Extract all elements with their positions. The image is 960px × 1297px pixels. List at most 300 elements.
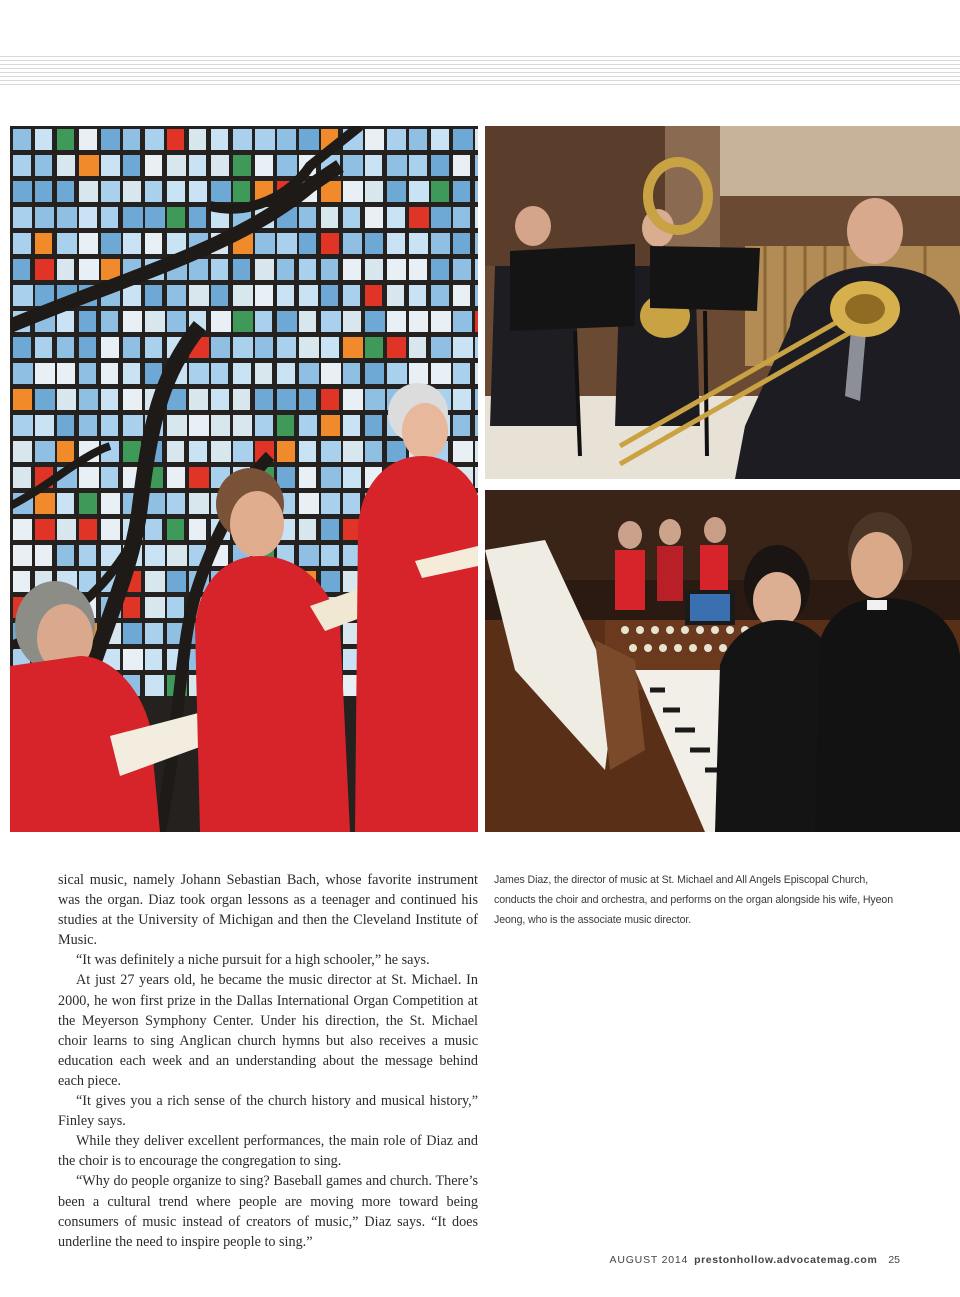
stained-glass-pane [57, 363, 75, 384]
stained-glass-pane [475, 415, 478, 436]
website-link[interactable]: prestonhollow.advocatemag.com [694, 1254, 878, 1266]
stained-glass-pane [13, 155, 31, 176]
stained-glass-pane [79, 545, 96, 566]
stained-glass-pane [387, 311, 406, 332]
stained-glass-pane [453, 389, 471, 410]
stained-glass-pane [79, 259, 99, 280]
stained-glass-pane [145, 675, 164, 696]
stained-glass-pane [365, 181, 383, 202]
stained-glass-pane [233, 311, 253, 332]
stained-glass-pane [387, 441, 406, 462]
stained-glass-pane [167, 181, 185, 202]
stained-glass-pane [79, 233, 98, 254]
stained-glass-pane [343, 363, 360, 384]
stained-glass-pane [123, 441, 141, 462]
stained-glass-pane [35, 493, 55, 514]
stained-glass-pane [57, 441, 74, 462]
stained-glass-pane [145, 337, 162, 358]
stained-glass-pane [475, 311, 478, 332]
stained-glass-pane [123, 207, 143, 228]
stained-glass-pane [321, 389, 339, 410]
stained-glass-pane [409, 259, 427, 280]
stained-glass-pane [299, 467, 316, 488]
stained-glass-pane [167, 415, 187, 436]
stained-glass-pane [475, 259, 478, 280]
stained-glass-pane [299, 493, 319, 514]
stained-glass-pane [387, 363, 407, 384]
stained-glass-pane [211, 129, 228, 150]
stained-glass-pane [35, 155, 52, 176]
stained-glass-pane [387, 207, 405, 228]
stained-glass-pane [409, 363, 428, 384]
stained-glass-pane [57, 181, 74, 202]
stained-glass-pane [409, 285, 426, 306]
stained-glass-pane [101, 467, 118, 488]
stained-glass-pane [431, 311, 451, 332]
stained-glass-pane [211, 337, 230, 358]
stained-glass-pane [123, 181, 141, 202]
stained-glass-pane [167, 285, 186, 306]
stained-glass-pane [13, 363, 33, 384]
stained-glass-pane [167, 519, 184, 540]
stained-glass-pane [35, 545, 52, 566]
stained-glass-pane [233, 129, 252, 150]
stained-glass-pane [189, 441, 207, 462]
stained-glass-pane [321, 311, 341, 332]
stained-glass-pane [343, 207, 360, 228]
stained-glass-pane [475, 155, 478, 176]
stained-glass-pane [343, 493, 360, 514]
page-folio [610, 1254, 900, 1266]
stained-glass-pane [475, 441, 478, 462]
stained-glass-pane [233, 181, 250, 202]
stained-glass-pane [57, 155, 75, 176]
stained-glass-pane [431, 181, 449, 202]
stained-glass-pane [453, 129, 473, 150]
stained-glass-pane [167, 493, 185, 514]
stained-glass-pane [79, 519, 97, 540]
stained-glass-pane [167, 129, 184, 150]
stained-glass-pane [35, 415, 54, 436]
stained-glass-pane [277, 233, 297, 254]
stained-glass-pane [321, 571, 340, 592]
stained-glass-pane [101, 233, 121, 254]
stained-glass-pane [123, 597, 140, 618]
stained-glass-pane [123, 155, 140, 176]
stained-glass-pane [13, 545, 32, 566]
stained-glass-pane [431, 155, 449, 176]
stained-glass-pane [475, 129, 478, 150]
stained-glass-pane [365, 363, 384, 384]
stained-glass-pane [57, 389, 76, 410]
stained-glass-pane [145, 571, 165, 592]
stained-glass-pane [453, 285, 470, 306]
stained-glass-pane [321, 233, 339, 254]
stained-glass-pane [365, 311, 385, 332]
stained-glass-pane [211, 441, 231, 462]
stained-glass-pane [343, 285, 360, 306]
stained-glass-pane [409, 155, 427, 176]
stained-glass-pane [189, 415, 209, 436]
stained-glass-pane [387, 155, 407, 176]
stained-glass-pane [211, 155, 229, 176]
stained-glass-pane [321, 259, 338, 280]
stained-glass-pane [189, 207, 206, 228]
stained-glass-pane [57, 129, 74, 150]
stained-glass-pane [101, 181, 120, 202]
stained-glass-pane [123, 415, 143, 436]
stained-glass-pane [365, 337, 383, 358]
stained-glass-pane [189, 285, 209, 306]
stained-glass-pane [35, 207, 54, 228]
stained-glass-pane [475, 363, 478, 384]
stained-glass-pane [365, 415, 382, 436]
stained-glass-pane [321, 207, 338, 228]
stained-glass-pane [35, 441, 55, 462]
stained-glass-pane [343, 467, 361, 488]
stained-glass-pane [145, 649, 162, 670]
stained-glass-pane [35, 519, 55, 540]
article-body [58, 870, 478, 1252]
stained-glass-pane [387, 181, 406, 202]
article-paragraph: “It gives you a rich sense of the church history and musical history,” Finley says. [58, 1093, 478, 1130]
stained-glass-pane [79, 155, 99, 176]
stained-glass-pane [189, 129, 206, 150]
stained-glass-pane [255, 311, 272, 332]
stained-glass-pane [475, 389, 478, 410]
stained-glass-pane [299, 129, 319, 150]
stained-glass-pane [145, 311, 165, 332]
stained-glass-pane [101, 519, 120, 540]
stained-glass-pane [123, 233, 141, 254]
stained-glass-pane [123, 129, 140, 150]
stained-glass-pane [79, 415, 97, 436]
stained-glass-pane [365, 285, 382, 306]
stained-glass-pane [431, 363, 451, 384]
stained-glass-pane [453, 363, 470, 384]
stained-glass-pane [255, 233, 275, 254]
stained-glass-pane [189, 259, 208, 280]
stained-glass-pane [145, 545, 165, 566]
stained-glass-pane [79, 129, 97, 150]
stained-glass-pane [277, 129, 296, 150]
stained-glass-pane [167, 597, 184, 618]
stained-glass-pane [211, 285, 228, 306]
stained-glass-pane [123, 389, 142, 410]
stained-glass-pane [255, 259, 274, 280]
article-paragraph: While they deliver excellent performances, the main role of Diaz and the choir is to encourage the congregation to sing. [58, 1133, 478, 1170]
stained-glass-pane [299, 363, 319, 384]
stained-glass-pane [233, 337, 253, 358]
stained-glass-pane [13, 441, 32, 462]
stained-glass-pane [35, 233, 52, 254]
stained-glass-pane [475, 207, 478, 228]
stained-glass-pane [35, 337, 52, 358]
stained-glass-pane [387, 337, 406, 358]
article-paragraph: At just 27 years old, he became the music director at St. Michael. In 2000, he won first prize in the Dallas International Organ Competition at the Meyerson Symphony Center. Under his direction, the St. Michael choir learns to sing Anglican church hymns but also receives a music education each week and an understanding about the message behind each piece. [58, 972, 478, 1089]
stained-glass-pane [211, 415, 230, 436]
stained-glass-pane [57, 415, 74, 436]
stained-glass-pane [343, 181, 363, 202]
stained-glass-pane [13, 389, 32, 410]
stained-glass-pane [123, 363, 140, 384]
photo-brass-players [485, 126, 960, 479]
stained-glass-pane [13, 285, 33, 306]
stained-glass-pane [189, 389, 208, 410]
stained-glass-pane [57, 545, 74, 566]
stained-glass-pane [79, 363, 96, 384]
stained-glass-pane [13, 337, 31, 358]
stained-glass-pane [431, 207, 451, 228]
stained-glass-pane [145, 597, 165, 618]
header-rules [0, 56, 960, 86]
stained-glass-pane [343, 415, 360, 436]
photo-caption: James Diaz, the director of music at St. Michael and All Angels Episcopal Church, conducts the choir and orchestra, and performs on the organ alongside his wife, Hyeon Jeong, who is the associate music director. [494, 874, 894, 927]
stained-glass-pane [35, 363, 55, 384]
stained-glass-pane [13, 129, 31, 150]
stained-glass-pane [13, 233, 31, 254]
stained-glass-pane [13, 181, 32, 202]
stained-glass-pane [475, 285, 478, 306]
stained-glass-pane [101, 493, 120, 514]
stained-glass-pane [123, 311, 142, 332]
stained-glass-pane [255, 129, 275, 150]
stained-glass-pane [277, 285, 294, 306]
stained-glass-pane [453, 311, 472, 332]
stained-glass-pane [409, 233, 428, 254]
stained-glass-pane [299, 389, 316, 410]
stained-glass-pane [57, 337, 74, 358]
stained-glass-pane [233, 389, 250, 410]
stained-glass-pane [35, 259, 54, 280]
stained-glass-pane [13, 207, 32, 228]
stained-glass-pane [343, 155, 363, 176]
stained-glass-pane [299, 337, 319, 358]
stained-glass-pane [167, 467, 185, 488]
stained-glass-pane [475, 233, 478, 254]
stained-glass-pane [387, 285, 404, 306]
stained-glass-pane [277, 155, 297, 176]
stained-glass-pane [365, 389, 385, 410]
stained-glass-pane [321, 441, 341, 462]
article-paragraph: “Why do people organize to sing? Baseball games and church. There’s been a cultural trend where people are moving more toward being consumers of music instead of creators of music,” Diaz says. “It does underline the need to inspire people to sing.” [58, 1173, 478, 1250]
stained-glass-pane [211, 389, 229, 410]
stained-glass-pane [321, 337, 339, 358]
stained-glass-pane [57, 493, 74, 514]
stained-glass-pane [167, 207, 185, 228]
stained-glass-pane [321, 363, 341, 384]
stained-glass-pane [321, 285, 338, 306]
stained-glass-pane [453, 155, 470, 176]
stained-glass-pane [189, 181, 207, 202]
stained-glass-pane [255, 337, 273, 358]
stained-glass-pane [453, 207, 470, 228]
stained-glass-pane [431, 259, 449, 280]
stained-glass-pane [277, 389, 296, 410]
stained-glass-pane [57, 311, 74, 332]
stained-glass-pane [299, 415, 317, 436]
stained-glass-pane [123, 623, 142, 644]
stained-glass-pane [277, 415, 294, 436]
stained-glass-pane [299, 519, 316, 540]
page-number: 25 [888, 1254, 900, 1266]
stained-glass-pane [343, 441, 363, 462]
stained-glass-pane [409, 181, 429, 202]
stained-glass-pane [321, 493, 340, 514]
stained-glass-pane [387, 259, 406, 280]
stained-glass-pane [299, 285, 318, 306]
stained-glass-pane [189, 493, 209, 514]
stained-glass-pane [189, 519, 206, 540]
stained-glass-pane [475, 181, 478, 202]
stained-glass-pane [145, 623, 163, 644]
stained-glass-pane [211, 259, 228, 280]
stained-glass-pane [145, 233, 162, 254]
stained-glass-pane [277, 259, 294, 280]
stained-glass-pane [343, 259, 361, 280]
stained-glass-pane [233, 441, 253, 462]
stained-glass-pane [365, 233, 383, 254]
stained-glass-pane [365, 207, 383, 228]
stained-glass-pane [409, 129, 427, 150]
stained-glass-pane [57, 233, 77, 254]
stained-glass-pane [255, 415, 273, 436]
stained-glass-pane [13, 519, 32, 540]
stained-glass-pane [79, 207, 97, 228]
stained-glass-pane [387, 233, 405, 254]
stained-glass-pane [189, 155, 206, 176]
stained-glass-pane [57, 259, 74, 280]
stained-glass-pane [343, 389, 363, 410]
stained-glass-pane [299, 233, 316, 254]
stained-glass-pane [233, 415, 252, 436]
stained-glass-pane [431, 337, 451, 358]
stained-glass-pane [57, 519, 76, 540]
stained-glass-pane [299, 545, 319, 566]
stained-glass-pane [79, 389, 98, 410]
stained-glass-pane [343, 311, 361, 332]
stained-glass-pane [255, 363, 272, 384]
stained-glass-pane [101, 415, 118, 436]
stained-glass-pane [255, 155, 273, 176]
stained-glass-pane [211, 181, 231, 202]
stained-glass-pane [101, 311, 118, 332]
stained-glass-pane [387, 129, 406, 150]
stained-glass-pane [233, 363, 251, 384]
stained-glass-pane [211, 311, 231, 332]
stained-glass-pane [409, 337, 426, 358]
stained-glass-pane [277, 441, 295, 462]
stained-glass-pane [123, 337, 140, 358]
stained-glass-pane [13, 571, 30, 592]
stained-glass-pane [145, 155, 162, 176]
stained-glass-pane [409, 207, 429, 228]
stained-glass-pane [13, 467, 31, 488]
stained-glass-pane [475, 467, 478, 488]
stained-glass-pane [453, 415, 470, 436]
stained-glass-pane [233, 259, 250, 280]
stained-glass-pane [343, 233, 362, 254]
stained-glass-pane [431, 129, 449, 150]
stained-glass-pane [57, 207, 77, 228]
stained-glass-pane [233, 155, 251, 176]
stained-glass-pane [277, 467, 295, 488]
stained-glass-pane [101, 129, 120, 150]
stained-glass-pane [233, 285, 253, 306]
stained-glass-pane [321, 415, 340, 436]
photo-organists-at-console [485, 490, 960, 832]
stained-glass-pane [123, 649, 143, 670]
stained-glass-pane [453, 181, 470, 202]
stained-glass-pane [167, 311, 186, 332]
stained-glass-pane [321, 545, 339, 566]
stained-glass-pane [453, 259, 471, 280]
stained-glass-pane [35, 389, 55, 410]
stained-glass-pane [101, 207, 118, 228]
stained-glass-pane [145, 129, 164, 150]
stained-glass-pane [365, 155, 382, 176]
stained-glass-pane [145, 519, 162, 540]
stained-glass-pane [79, 311, 96, 332]
stained-glass-pane [277, 311, 297, 332]
stained-glass-pane [167, 571, 186, 592]
stained-glass-pane [365, 441, 382, 462]
stained-glass-pane [475, 337, 478, 358]
stained-glass-pane [35, 181, 52, 202]
stained-glass-pane [299, 207, 316, 228]
stained-glass-pane [365, 129, 384, 150]
stained-glass-pane [453, 337, 473, 358]
article-paragraph: “It was definitely a niche pursuit for a high schooler,” he says. [76, 952, 430, 969]
stained-glass-pane [167, 441, 184, 462]
stained-glass-pane [101, 363, 118, 384]
stained-glass-pane [277, 363, 295, 384]
stained-glass-pane [79, 493, 97, 514]
stained-glass-pane [101, 155, 120, 176]
stained-glass-pane [453, 441, 473, 462]
stained-glass-pane [321, 519, 339, 540]
stained-glass-pane [299, 311, 316, 332]
stained-glass-pane [189, 467, 209, 488]
stained-glass-pane [453, 233, 470, 254]
stained-glass-pane [189, 363, 209, 384]
stained-glass-pane [167, 155, 186, 176]
stained-glass-pane [13, 415, 33, 436]
stained-glass-pane [145, 285, 162, 306]
stained-glass-pane [79, 181, 98, 202]
stained-glass-pane [101, 389, 118, 410]
stained-glass-pane [431, 233, 450, 254]
stained-glass-pane [101, 337, 119, 358]
issue-date: AUGUST 2014 [609, 1254, 689, 1266]
stained-glass-pane [79, 467, 99, 488]
stained-glass-pane [13, 259, 30, 280]
stained-glass-pane [35, 129, 52, 150]
stained-glass-pane [321, 467, 341, 488]
stained-glass-pane [79, 337, 96, 358]
stained-glass-pane [365, 259, 383, 280]
stained-glass-pane [431, 285, 449, 306]
stained-glass-pane [299, 441, 316, 462]
stained-glass-pane [255, 389, 273, 410]
article-paragraph: sical music, namely Johann Sebastian Bach, whose favorite instrument was the organ. Diaz took organ lessons as a teenager and continued his studies at the University of Michigan and then the Cleveland Institute of Music. [58, 872, 478, 949]
stained-glass-pane [211, 363, 228, 384]
stained-glass-pane [343, 337, 363, 358]
stained-glass-pane [409, 311, 428, 332]
stained-glass-pane [145, 181, 162, 202]
photo-choir-stained-glass [10, 126, 478, 832]
stained-glass-pane [167, 545, 187, 566]
